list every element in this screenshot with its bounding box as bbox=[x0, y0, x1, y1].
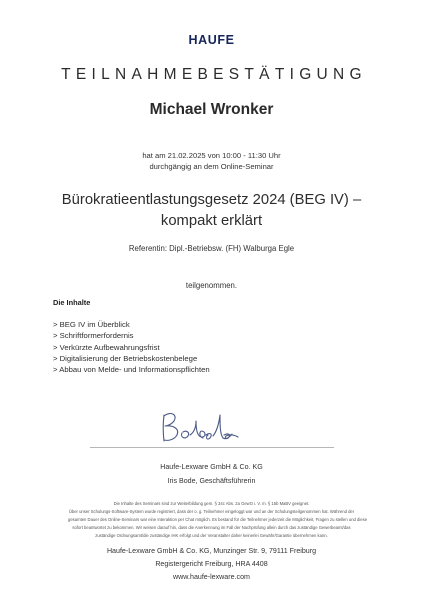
footer-address: Haufe-Lexware GmbH & Co. KG, Munzinger Str. 9, 79111 Freiburg bbox=[106, 547, 317, 555]
participant-name: Michael Wronker bbox=[149, 101, 274, 118]
content-item: > Schriftformerfordernis bbox=[53, 331, 134, 341]
content-item: > BEG IV im Überblick bbox=[53, 320, 130, 329]
legal-note-line: gesamten Dauer des Online-Seminars war eine Interaktion per Chat möglich. Es bestand für die Teilnehmer jederzeit die Möglichkeit, Fragen zu stellen und diese bbox=[68, 516, 368, 522]
legal-notes bbox=[68, 500, 368, 540]
content-item: > Abbau von Melde- und Informationspflichten bbox=[53, 365, 210, 375]
signature-line bbox=[90, 447, 334, 448]
document-title: TEILNAHMEBESTÄTIGUNG bbox=[61, 66, 367, 83]
legal-note-line: Über unser Schulungs-Software-System wurde registriert, dass der o. g. Teilnehmer eingeloggt war und an der Schulungsteilgenommen hat. Während der bbox=[68, 508, 355, 514]
footer-register: Registergericht Freiburg, HRA 4408 bbox=[155, 560, 268, 568]
content-item: > Verkürzte Aufbewahrungsfrist bbox=[53, 342, 160, 352]
signer-company: Haufe-Lexware GmbH & Co. KG bbox=[160, 463, 263, 471]
footer-website: www.haufe-lexware.com bbox=[173, 573, 250, 581]
signer-name: Iris Bode, Geschäftsführerin bbox=[167, 477, 256, 485]
legal-note-line: sofort beantwortet zu bekommen. Wir weisen darauf hin, dass die Anerkennung im Fall der Nachprüfung allein durch das zuständige Gewerbeamt/das bbox=[72, 524, 351, 530]
contents-heading: Die Inhalte bbox=[53, 298, 91, 307]
haufe-logo: HAUFE bbox=[188, 33, 235, 47]
contents-section bbox=[53, 298, 383, 375]
seminar-title-line1: Bürokratieentlastungsgesetz 2024 (BEG IV) – bbox=[61, 192, 362, 208]
mode-line: durchgängig an dem Online-Seminar bbox=[149, 162, 274, 171]
participated-text: teilgenommen. bbox=[185, 281, 238, 290]
content-item: > Digitalisierung der Betriebskostenbelege bbox=[53, 353, 198, 363]
seminar-title-line2: kompakt erklärt bbox=[160, 213, 263, 229]
date-line: hat am 21.02.2025 von 10:00 - 11:30 Uhr bbox=[142, 151, 281, 160]
speaker-line: Referentin: Dipl.-Betriebsw. (FH) Walburga Egle bbox=[128, 244, 295, 253]
legal-note-line: zuständige Ordnungsamt/die zuständige IHK erfolgt und der Veranstalter daher keinerlei Gewähr/Garantie übernehmen kann. bbox=[95, 532, 328, 538]
legal-note-line: Die Inhalte des Seminars sind zur Weiterbildung gem. § 34c Abs. 2a GewO i. V. m. § 15b MaBV geeignet. bbox=[113, 501, 310, 506]
handwritten-signature bbox=[160, 407, 240, 443]
